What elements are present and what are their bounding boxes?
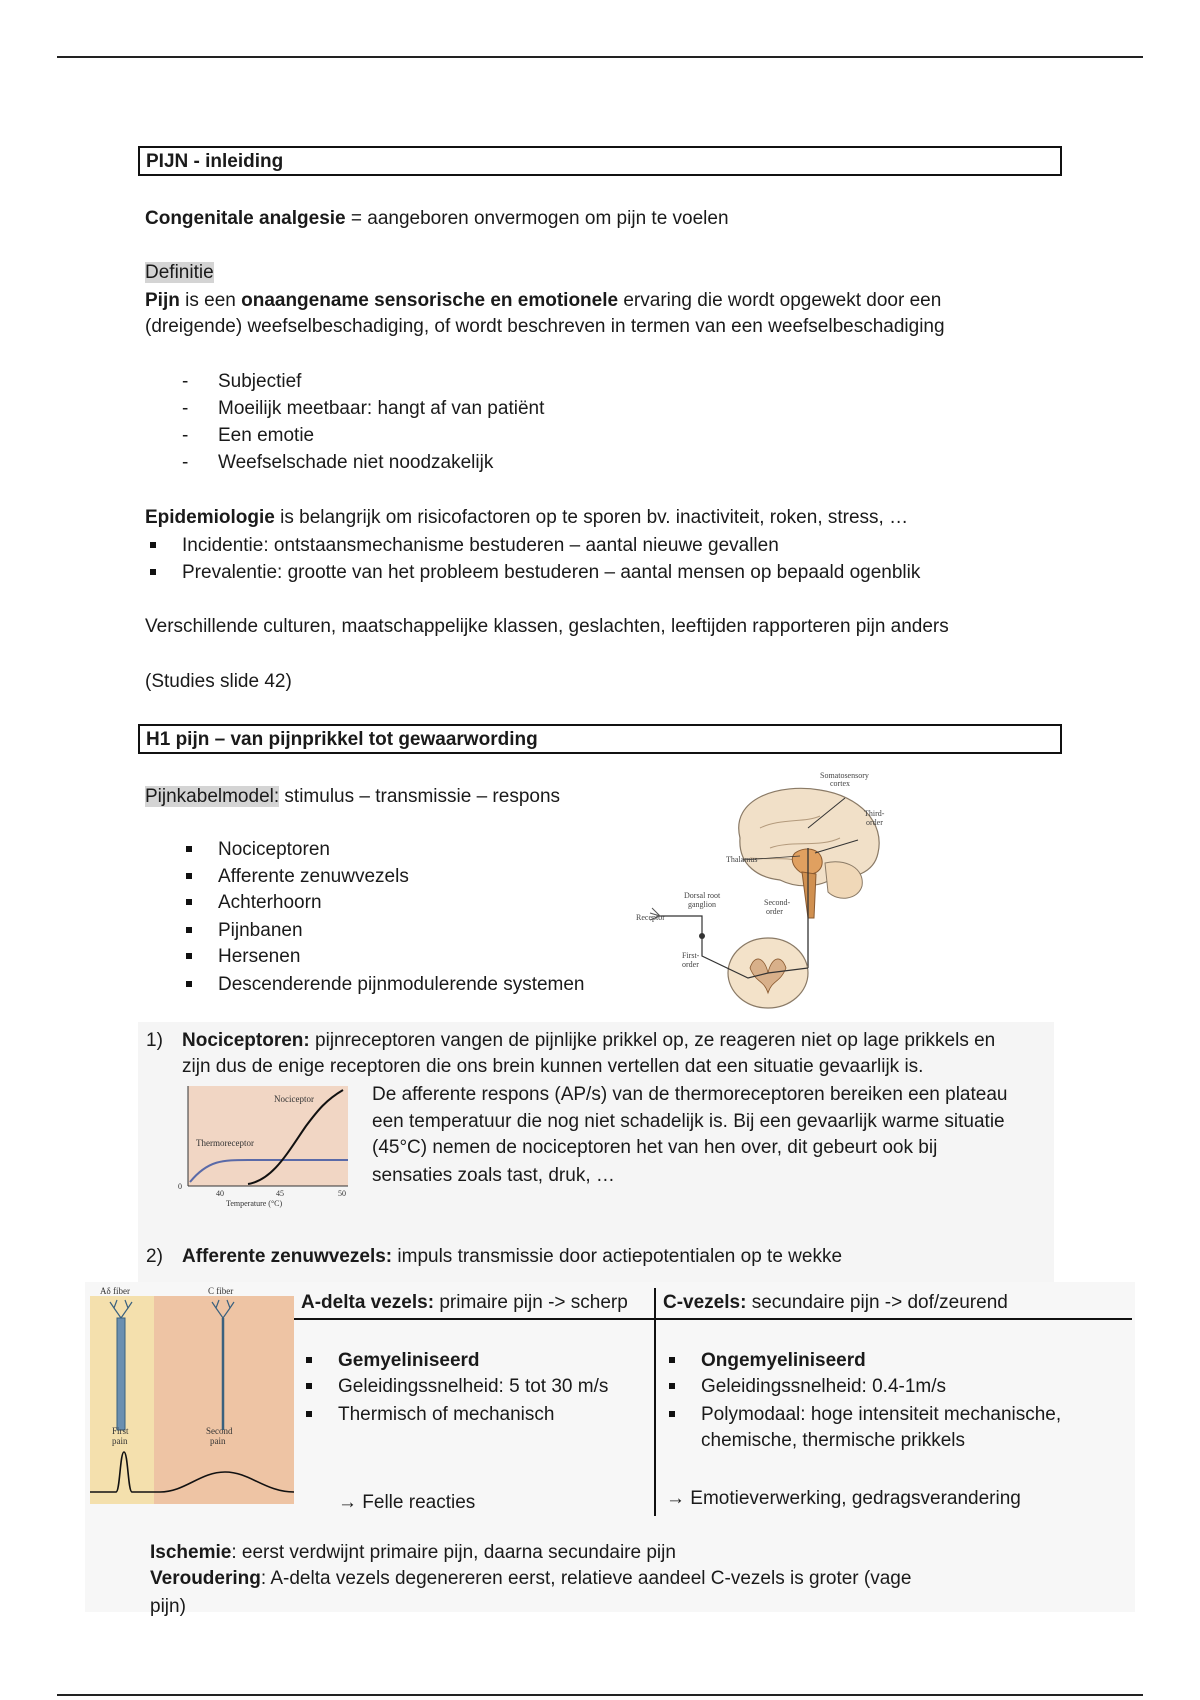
veroudering-line-2: pijn)	[150, 1596, 186, 1617]
label-receptor: Receptor	[636, 913, 665, 922]
graph-zero: 0	[178, 1182, 182, 1191]
label-third-order: order	[866, 818, 883, 827]
definitie-highlight: Definitie	[145, 262, 214, 283]
p2-line	[146, 1244, 843, 1270]
p1-number: 1)	[146, 1030, 163, 1051]
p1-line-1	[146, 1028, 996, 1054]
epi-item: Incidentie: ontstaansmechanisme bestuderen – aantal nieuwe gevallen	[182, 533, 779, 559]
model-item: Descenderende pijnmodulerende systemen	[218, 972, 585, 998]
definition-line-2: (dreigende) weefselbeschadiging, of wordt beschreven in termen van een weefselbeschadiging	[145, 316, 945, 337]
section-header-inleiding: PIJN - inleiding	[138, 146, 1062, 176]
dash-item: - Een emotie	[182, 425, 315, 446]
label-drg-1: Dorsal root	[684, 891, 721, 900]
p2-number: 2)	[146, 1246, 163, 1267]
label-first-order: order	[682, 960, 699, 969]
table-item: Geleidingssnelheid: 0.4-1m/s	[701, 1374, 946, 1400]
def-text-a: is een	[179, 290, 242, 311]
congenital-term: Congenitale analgesie	[145, 208, 346, 229]
label-thalamus: Thalamus	[726, 855, 758, 864]
dash-item: - Subjectief	[182, 371, 302, 392]
label-cortex: cortex	[830, 779, 850, 788]
p1-line-2: zijn dus de enige receptoren die ons brein kunnen vertellen dat een situatie gevaarlijk is.	[182, 1056, 924, 1077]
model-item: Hersenen	[218, 944, 300, 970]
congenital-text: = aangeboren onvermogen om pijn te voelen	[345, 208, 729, 229]
label-third: Third-	[864, 809, 885, 818]
fiber-label-c: C fiber	[208, 1286, 234, 1296]
p2-term: Afferente zenuwvezels:	[182, 1246, 393, 1267]
table-item: Gemyeliniseerd	[338, 1348, 480, 1374]
label-second: Second-	[764, 898, 791, 907]
def-bold: onaangename sensorische en emotionele	[241, 290, 619, 311]
definitie-label	[145, 260, 214, 286]
studies-line: (Studies slide 42)	[145, 671, 292, 692]
table-item: Polymodaal: hoge intensiteit mechanische,	[701, 1402, 1061, 1428]
p1-side-line: De afferente respons (AP/s) van de thermoreceptoren bereiken een plateau	[372, 1084, 1008, 1105]
graph-label-thermoreceptor: Thermoreceptor	[196, 1138, 254, 1148]
fiber-figure	[90, 1284, 294, 1504]
definition-line-1	[145, 288, 941, 314]
table-item: Ongemyeliniseerd	[701, 1348, 866, 1374]
thermo-nociceptor-graph	[178, 1082, 358, 1210]
table-item: Geleidingssnelheid: 5 tot 30 m/s	[338, 1374, 608, 1400]
label-drg-2: ganglion	[688, 900, 716, 909]
congenital-line	[145, 206, 729, 232]
table-item-cont: chemische, thermische prikkels	[701, 1430, 965, 1451]
epi-item: Prevalentie: grootte van het probleem bestuderen – aantal mensen op bepaald ogenblik	[182, 560, 920, 586]
epi-line	[145, 505, 908, 531]
model-item: Nociceptoren	[218, 837, 330, 863]
table-header-adelta: A-delta vezels: primaire pijn -> scherp	[301, 1292, 628, 1313]
label-second-order: order	[766, 907, 783, 916]
table-result-c: → Emotieverwerking, gedragsverandering	[666, 1488, 1021, 1509]
p1-text: pijnreceptoren vangen de pijnlijke prikkel op, ze reageren niet op lage prikkels en	[309, 1030, 996, 1051]
model-text: stimulus – transmissie – respons	[279, 786, 561, 807]
graph-tick-40: 40	[216, 1189, 224, 1198]
p1-side-line: sensaties zoals tast, druk, …	[372, 1165, 615, 1186]
model-label: Pijnkabelmodel:	[145, 786, 280, 807]
table-header-c: C-vezels: secundaire pijn -> dof/zeurend	[663, 1292, 1008, 1313]
pain-pathway-figure	[630, 768, 900, 1018]
label-somatosensory: Somatosensory	[820, 771, 869, 780]
model-item: Pijnbanen	[218, 918, 303, 944]
bottom-rule	[57, 1694, 1143, 1696]
def-pijn: Pijn	[145, 290, 180, 311]
def-text-b: ervaring die wordt opgewekt door een	[618, 290, 942, 311]
fiber-second-2: pain	[210, 1436, 226, 1446]
p2-text: impuls transmissie door actiepotentialen op te wekke	[392, 1246, 843, 1267]
epi-text: is belangrijk om risicofactoren op te sporen bv. inactiviteit, roken, stress, …	[274, 507, 909, 528]
fiber-second-1: Second	[206, 1426, 233, 1436]
model-item: Afferente zenuwvezels	[218, 864, 409, 890]
section-header-h1: H1 pijn – van pijnprikkel tot gewaarwording	[138, 724, 1062, 754]
epi-term: Epidemiologie	[145, 507, 275, 528]
model-line	[145, 784, 560, 810]
table-result-adelta: → Felle reacties	[338, 1492, 476, 1513]
table-item: Thermisch of mechanisch	[338, 1402, 554, 1428]
p1-side-line: een temperatuur die nog niet schadelijk is. Bij een gevaarlijk warme situatie	[372, 1111, 1005, 1132]
p1-term: Nociceptoren:	[182, 1030, 310, 1051]
fiber-first-2: pain	[112, 1436, 128, 1446]
p1-side-line: (45°C) nemen de nociceptoren het van hen over, dit gebeurt ook bij	[372, 1137, 938, 1158]
model-item: Achterhoorn	[218, 890, 322, 916]
fiber-first-1: First	[112, 1426, 129, 1436]
label-first: First-	[682, 951, 700, 960]
graph-tick-50: 50	[338, 1189, 346, 1198]
cultures-line: Verschillende culturen, maatschappelijke klassen, geslachten, leeftijden rapporteren pijn anders	[145, 616, 949, 637]
ischemie-line: Ischemie: eerst verdwijnt primaire pijn, daarna secundaire pijn	[150, 1542, 676, 1563]
top-rule	[57, 56, 1143, 58]
graph-tick-45: 45	[276, 1189, 284, 1198]
dash-item: - Moeilijk meetbaar: hangt af van patiënt	[182, 398, 545, 419]
dash-item: - Weefselschade niet noodzakelijk	[182, 452, 494, 473]
fiber-label-ad: Aδ fiber	[100, 1286, 130, 1296]
veroudering-line: Veroudering: A-delta vezels degenereren eerst, relatieve aandeel C-vezels is groter (vage	[150, 1568, 912, 1589]
graph-xlabel: Temperature (°C)	[226, 1199, 283, 1208]
graph-label-nociceptor: Nociceptor	[274, 1094, 314, 1104]
